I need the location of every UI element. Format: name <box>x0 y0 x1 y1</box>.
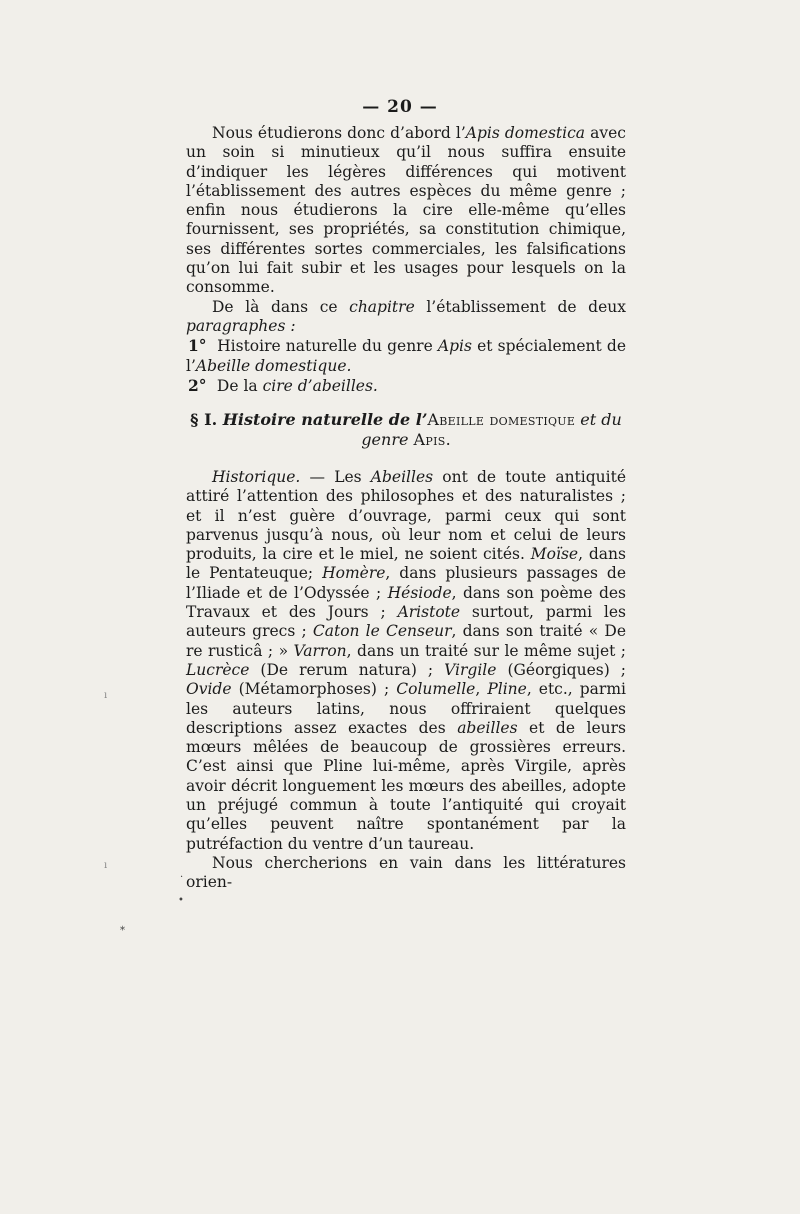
intro-paragraph: Nous étudierons donc d’abord l’Apis domestica avec un soin si minutieux qu’il nous suffira ensuite d’indiquer les légères différences qui motivent l’établissement des autres espèces du même genre ; enfin nous étudierons la cire elle-même qu’elles fournissent, ses propriétés, sa constitution chimique, ses différentes sortes commerciales, les falsifications qu’on lui fait subir et les usages pour lesquels on la consomme. <box>186 124 626 297</box>
ink-speck: ⁎ <box>120 922 125 933</box>
chapter-plan-paragraph: De là dans ce chapitre l’établissement de deux paragraphes : <box>186 297 626 335</box>
page-number: — 20 — <box>362 97 438 117</box>
plan-item-1: 1° Histoire naturelle du genre Apis et spécialement de l’Abeille domestique. <box>186 336 626 375</box>
plan-item-2: 2° De la cire d’abeilles. <box>188 375 378 395</box>
ink-speck: ı <box>104 690 108 701</box>
ink-speck: • <box>178 895 184 906</box>
intro-section <box>186 124 626 396</box>
continuation-paragraph: Nous chercherions en vain dans les littératures orien- <box>186 853 626 892</box>
ink-speck: ı <box>104 860 108 871</box>
history-section <box>186 468 626 893</box>
history-paragraph: Historique. — Les Abeilles ont de toute antiquité attiré l’attention des philosophes et des naturalistes ; et il n’est guère d’ouvrage, parmi ceux qui sont parvenus jusqu’à nous, où leur nom et celui de leurs produits, la cire et le miel, ne soient cités. Moïse, dans le Pentateuque; Homère, dans plusieurs passages de l’Iliade et de l’Odyssée ; Hésiode, dans son poème des Travaux et des Jours ; Aristote surtout, parmi les auteurs grecs ; Caton le Censeur, dans son traité « De re rusticâ ; » Varron, dans un traité sur le même sujet ; Lucrèce (De rerum natura) ; Virgile (Géorgiques) ; Ovide (Métamorphoses) ; Columelle, Pline, etc., parmi les auteurs latins, nous offriraient quelques descriptions assez exactes des abeilles et de leurs mœurs mêlées de beaucoup de grossières erreurs. C’est ainsi que Pline lui-même, après Virgile, après avoir décrit longuement les mœurs des abeilles, adopte un préjugé commun à toute l’antiquité qui croyait qu’elles peuvent naître spontanément par la putréfaction du ventre d’un taureau. <box>186 468 627 853</box>
section-heading: § I. Histoire naturelle de l’Abeille domestique et du genre Apis. <box>190 410 622 449</box>
ink-speck: · <box>180 872 184 883</box>
